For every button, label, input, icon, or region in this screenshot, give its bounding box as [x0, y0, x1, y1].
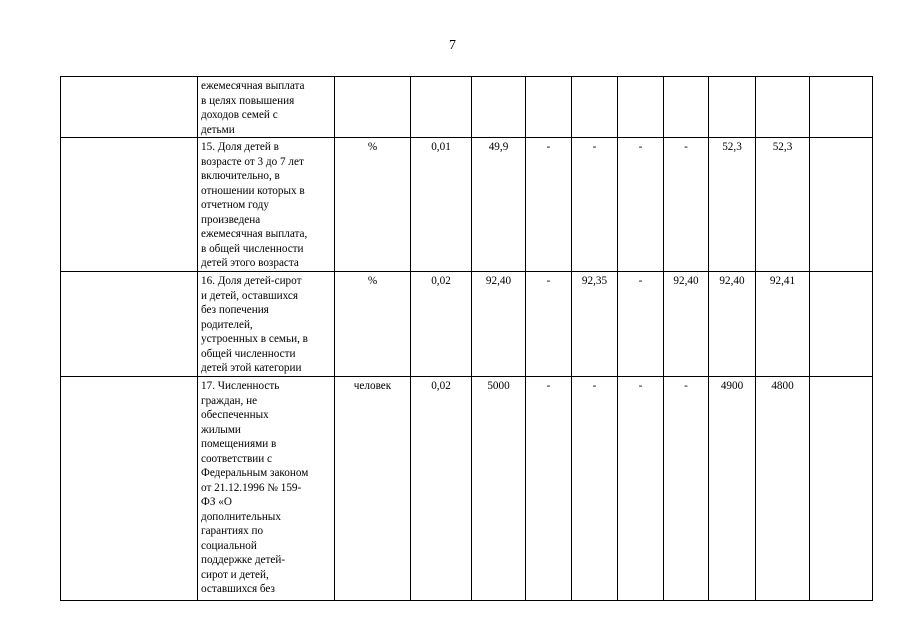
value-cell: -: [618, 138, 664, 272]
weight-cell: 0,02: [411, 377, 472, 601]
value-cell: 49,9: [472, 138, 526, 272]
page-number: 7: [449, 38, 456, 53]
weight-cell: 0,01: [411, 138, 472, 272]
value-cell: [664, 77, 709, 138]
value-cell: -: [526, 377, 572, 601]
row-blank-cell: [61, 377, 198, 601]
table-row: [61, 272, 873, 377]
indicator-name-cell: [198, 77, 335, 138]
value-cell: 4900: [709, 377, 756, 601]
indicators-table: [60, 76, 873, 601]
indicator-name-cell: [198, 138, 335, 272]
value-cell: -: [664, 138, 709, 272]
value-cell: [810, 272, 873, 377]
value-cell: [810, 77, 873, 138]
unit-cell: %: [335, 272, 411, 377]
value-cell: -: [526, 138, 572, 272]
value-cell: [618, 77, 664, 138]
value-cell: [810, 138, 873, 272]
value-cell: -: [618, 272, 664, 377]
value-cell: -: [572, 377, 618, 601]
value-cell: 92,40: [664, 272, 709, 377]
table-row: [61, 138, 873, 272]
value-cell: 92,41: [756, 272, 810, 377]
row-blank-cell: [61, 138, 198, 272]
value-cell: 4800: [756, 377, 810, 601]
unit-cell: [335, 77, 411, 138]
value-cell: [472, 77, 526, 138]
unit-cell: человек: [335, 377, 411, 601]
table-row: [61, 77, 873, 138]
value-cell: 92,35: [572, 272, 618, 377]
indicator-name-cell: [198, 377, 335, 601]
value-cell: -: [526, 272, 572, 377]
indicator-name: 15. Доля детей в возрасте от 3 до 7 лет включительно, в отношении которых в отчетном году произведена ежемесячная выплата, в общей численности детей этого возраста: [201, 141, 308, 269]
value-cell: 52,3: [709, 138, 756, 272]
value-cell: 92,40: [709, 272, 756, 377]
value-cell: [526, 77, 572, 138]
value-cell: [709, 77, 756, 138]
value-cell: 5000: [472, 377, 526, 601]
weight-cell: 0,02: [411, 272, 472, 377]
value-cell: [810, 377, 873, 601]
value-cell: 92,40: [472, 272, 526, 377]
value-cell: 52,3: [756, 138, 810, 272]
indicator-name: ежемесячная выплата в целях повышения доходов семей с детьми: [201, 80, 305, 136]
unit-cell: %: [335, 138, 411, 272]
indicator-name: 17. Численность граждан, не обеспеченных жилыми помещениями в соответствии с Федеральным законом от 21.12.1996 № 159- ФЗ «О дополнительных гарантиях по социальной поддержке детей- сирот и детей, оставшихся без: [201, 380, 309, 595]
value-cell: [572, 77, 618, 138]
value-cell: -: [572, 138, 618, 272]
value-cell: -: [618, 377, 664, 601]
weight-cell: [411, 77, 472, 138]
indicator-name-cell: [198, 272, 335, 377]
value-cell: -: [664, 377, 709, 601]
row-blank-cell: [61, 272, 198, 377]
table-row: [61, 377, 873, 601]
row-blank-cell: [61, 77, 198, 138]
value-cell: [756, 77, 810, 138]
indicator-name: 16. Доля детей-сирот и детей, оставшихся без попечения родителей, устроенных в семьи, в общей численности детей этой категории: [201, 275, 308, 374]
